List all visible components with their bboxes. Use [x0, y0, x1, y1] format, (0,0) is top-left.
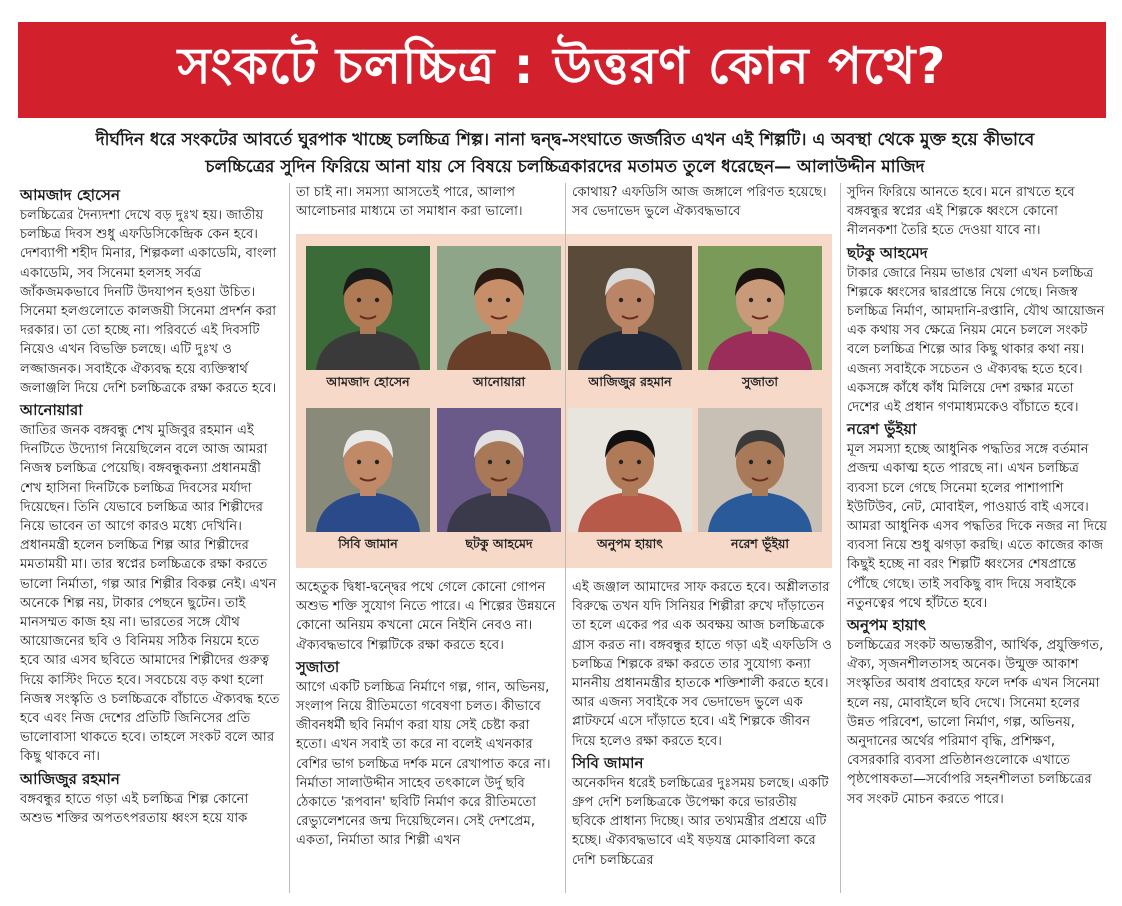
portrait-photo — [306, 408, 430, 532]
portrait-caption: আমজাদ হোসেন — [326, 374, 410, 389]
section-heading: সিবি জামান — [572, 753, 644, 772]
portrait-caption: সিবি জামান — [338, 536, 398, 551]
section-body: অহেতুক দ্বিধা-দ্বন্দ্বের পথে গেলে কোনো গোপন অশুভ শক্তি সুযোগ নিতে পারে। এ শিল্পের উন্নয়নে কোনো অনিয়ম কখনো মেনে নিইনি নেবও না। ঐক্যবদ্ধভাবে শিল্পটিকে রক্ষা করতে হবে। — [296, 580, 556, 653]
section-body: চলচ্চিত্রের দৈন্যদশা দেখে বড় দুঃখ হয়। জাতীয় চলচ্চিত্র দিবস শুধু এফডিসিকেন্দ্রিক কেন হবে। দেশব্যাপী শহীদ মিনার, শিল্পকলা একাডেমি, বাংলা একাডেমি, সব সিনেমা হলসহ সর্বত্র জাঁকজমকভাবে দিনটি উদযাপন হওয়া উচিত। সিনেমা হলগুলোতে কালজয়ী সিনেমা প্রদর্শন করা দরকার। তা তো হচ্ছে না। পরিবর্তে এই দিবসটি নিয়েও এখন বিভক্তি চলছে। এটি দুঃখ ও লজ্জাজনক। সবাইকে ঐক্যবদ্ধ হয়ে ব্যক্তিস্বার্থ জলাঞ্জলি দিয়ে দেশি চলচ্চিত্রকে রক্ষা করতে হবে। — [20, 208, 277, 396]
byline: আলাউদ্দীন মাজিদ — [797, 157, 925, 177]
portrait — [698, 246, 822, 396]
section-heading: ছটকু আহমেদ — [847, 243, 928, 262]
portrait-photo — [698, 246, 822, 370]
portrait — [306, 408, 430, 558]
portrait-photo — [698, 408, 822, 532]
section-body: জাতির জনক বঙ্গবন্ধু শেখ মুজিবুর রহমান এই দিনটিতে উদ্যোগ নিয়েছিলেন বলে আজ আমরা নিজস্ব চলচ্চিত্র পেয়েছি। বঙ্গবন্ধুকন্যা প্রধানমন্ত্রী শেখ হাসিনা দিনটিকে চলচ্চিত্র দিবসের মর্যাদা দিয়েছেন। তিনি যেভাবে চলচ্চিত্র আর শিল্পীদের নিয়ে ভাবেন তা আগে কারও মধ্যে দেখিনি। প্রধানমন্ত্রী হলেন চলচ্চিত্র শিল্প আর শিল্পীদের মমতাময়ী মা। তার স্বপ্নের চলচ্চিত্রকে রক্ষা করতে ভালো নির্মাতা, গল্প আর শিল্পীর বিকল্প নেই। এখন অনেকে শিল্প নয়, টাকার পেছনে ছুটেন। তাই মানসম্মত কাজ হয় না। ভারতের সঙ্গে যৌথ আয়োজনের ছবি ও বিনিময় সঠিক নিয়মে হতে হবে আর এসব ছবিতে আমাদের শিল্পীদের গুরুত্ব দিয়ে কাস্টিং দিতে হবে। সবচেয়ে বড় কথা হলো নিজস্ব সংস্কৃতি ও চলচ্চিত্রকে বাঁচাতে ঐক্যবদ্ধ হতে হবে এবং নিজ দেশের প্রতিটি জিনিসের প্রতি ভালোবাসা থাকতে হবে। তাহলে সংকট বলে আর কিছু থাকবে না। — [20, 423, 280, 765]
section-body: আগে একটি চলচ্চিত্র নির্মাণে গল্প, গান, অভিনয়, সংলাপ নিয়ে রীতিমতো গবেষণা চলত। কীভাবে জীবনধর্মী ছবি নির্মাণ করা যায় সেই চেষ্টা করা হতো। এখন সবাই তা করে না বলেই এখনকার বেশির ভাগ চলচ্চিত্র দর্শক মনে রেখাপাত করে না। নির্মাতা সালাউদ্দীন সাহেব তৎকালে উর্দু ছবি ঠেকাতে 'রূপবান' ছবিটি নির্মাণ করে রীতিমতো রেভ্যুলেশনের জন্ম দিয়েছিলেন। সেই দেশপ্রেম, একতা, নির্মাতা আর শিল্পী এখন — [296, 679, 551, 849]
portrait — [568, 246, 692, 396]
column-2-bottom — [296, 578, 558, 853]
section-body: বঙ্গবন্ধুর হাতে গড়া এই চলচ্চিত্র শিল্প কোনো অশুভ শক্তির অপতৎপরতায় ধ্বংস হয়ে যাক — [20, 791, 249, 826]
section-heading: নরেশ ভুঁইয়া — [847, 420, 917, 439]
portrait-caption: নরেশ ভূঁইয়া — [731, 536, 789, 551]
section-body: কোথায়? এফডিসি আজ জঙ্গালে পরিণত হয়েছে। সব ভেদাভেদ ভুলে ঐক্যবদ্ধভাবে — [572, 185, 827, 220]
column-divider — [289, 183, 290, 893]
intro-line-2-text: চলচ্চিত্রের সুদিন ফিরিয়ে আনা যায় সে বিষয়ে চলচ্চিত্রকারদের মতামত তুলে ধরেছেন— — [205, 157, 792, 177]
column-1 — [20, 183, 282, 830]
section-body: এই জঞ্জাল আমাদের সাফ করতে হবে। অশ্লীলতার বিরুদ্ধে তখন যদি সিনিয়র শিল্পীরা রুখে দাঁড়াতেন তা হলে একের পর এক অবক্ষয় আজ চলচ্চিত্রকে গ্রাস করত না। বঙ্গবন্ধুর হাতে গড়া এই এফডিসি ও চলচ্চিত্র শিল্পকে রক্ষা করতে তার সুযোগ্য কন্যা মাননীয় প্রধানমন্ত্রীর হাতকে শক্তিশালী করতে হবে। আর এজন্য সবাইকে সব ভেদাভেদ ভুলে এক প্লাটফর্মে এসে দাঁড়াতে হবে। এই শিল্পকে জীবন দিয়ে হলেও রক্ষা করতে হবে। — [572, 580, 832, 749]
column-3-top — [572, 183, 834, 223]
portrait — [698, 408, 822, 558]
column-4 — [847, 183, 1109, 811]
portrait-caption: অনুপম হায়াৎ — [597, 536, 663, 551]
portrait — [437, 408, 561, 558]
section-heading: আনোয়ারা — [20, 401, 83, 420]
section-heading: অনুপম হায়াৎ — [847, 616, 927, 635]
section-body: টাকার জোরে নিয়ম ভাঙার খেলা এখন চলচ্চিত্র শিল্পকে ধ্বংসের দ্বারপ্রান্তে নিয়ে গেছে। নিজস্ব চলচ্চিত্র নির্মাণ, আমদানি-রপ্তানি, যৌথ আয়োজন এক কথায় সব ক্ষেত্রে নিয়ম মেনে চললে সংকট বলে চলচ্চিত্র শিল্পে আর কিছু থাকার কথা নয়। এজন্য সবাইকে সচেতন ও ঐক্যবদ্ধ হতে হবে। একসঙ্গে কাঁধে কাঁধ মিলিয়ে দেশ রক্ষার মতো দেশের এই প্রধান গণমাধ্যমকেও বাঁচাতে হবে। — [847, 265, 1105, 416]
column-divider — [565, 183, 566, 893]
portrait-photo — [568, 408, 692, 532]
portrait-photo — [437, 246, 561, 370]
section-body: অনেকদিন ধরেই চলচ্চিত্রের দুঃসময় চলছে। একটি গ্রুপ দেশি চলচ্চিত্রকে উপেক্ষা করে ভারতীয় ছবিকে প্রাধান্য দিচ্ছে। আর তথ্যমন্ত্রীর প্রশ্রয়ে এটি হচ্ছে। ঐক্যবদ্ধভাবে এই ষড়যন্ত্র মোকাবিলা করে দেশি চলচ্চিত্রের — [572, 775, 829, 868]
headline-banner — [18, 22, 1106, 118]
section-heading: আমজাদ হোসেন — [20, 186, 120, 204]
portrait — [306, 246, 430, 396]
section-body: চলচ্চিত্রের সংকট অভ্যন্তরীণ, আর্থিক, প্রযুক্তিগত, ঐক্য, সৃজনশীলতাসহ অনেক। উন্মুক্ত আকাশ সংস্কৃতির অবাধ প্রবাহের ফলে দর্শক এখন সিনেমা হলে নয়, মোবাইলে ছবি দেখে। সিনেমা হলের উন্নত পরিবেশ, ভালো নির্মাণ, গল্প, অভিনয়, অনুদানের অর্থের পরিমাণ বৃদ্ধি, প্রশিক্ষণ, বেসরকারি ব্যবসা প্রতিষ্ঠানগুলোকে এখাতে পৃষ্ঠপোষকতা—সর্বোপরি সহনশীলতা চলচ্চিত্রের সব সংকট মোচন করতে পারে। — [847, 638, 1104, 807]
intro-text — [30, 127, 1100, 181]
section-body: সুদিন ফিরিয়ে আনতে হবে। মনে রাখতে হবে বঙ্গবন্ধুর স্বপ্নের এই শিল্পকে ধ্বংসে কোনো নীলনকশা তৈরি হতে দেওয়া যাবে না। — [847, 185, 1075, 239]
section-heading: সুজাতা — [296, 657, 340, 676]
portrait-caption: ছটকু আহমেদ — [465, 536, 533, 551]
portrait-photo — [306, 246, 430, 370]
portrait-caption: সুজাতা — [741, 374, 779, 389]
portrait — [437, 246, 561, 396]
portrait — [568, 408, 692, 558]
photo-grid — [296, 234, 832, 568]
section-body: তা চাই না। সমস্যা আসতেই পারে, আলাপ আলোচনার মাধ্যমে তা সমাধান করা ভালো। — [296, 185, 523, 220]
section-heading: আজিজুর রহমান — [20, 769, 120, 788]
portrait-caption: আনোয়ারা — [472, 374, 526, 389]
column-3-bottom — [572, 578, 834, 872]
portrait-photo — [568, 246, 692, 370]
column-2-top — [296, 183, 558, 223]
section-body: মূল সমস্যা হচ্ছে আধুনিক পদ্ধতির সঙ্গে বর্তমান প্রজন্ম একাত্ম হতে পারছে না। এখন চলচ্চিত্র ব্যবসা চলে গেছে সিনেমা হলের পাশাপাশি ইউটিউব, নেট, মোবাইল, পাওয়ার্ড বাই এসবে। আমরা আধুনিক এসব পদ্ধতির দিকে নজর না দিয়ে ব্যবসা নিয়ে শুধু ঝগড়া করছি। এতে কাজের কাজ কিছুই হচ্ছে না বরং শিল্পটি ধ্বংসের শেষপ্রান্তে পৌঁছে গেছে। তাই সবকিছু বাদ দিয়ে সবাইকে নতুনত্বের পথে হাঁটতে হবে। — [847, 442, 1108, 611]
headline: সংকটে চলচ্চিত্র : উত্তরণ কোন পথে? — [177, 36, 947, 95]
portrait-photo — [437, 408, 561, 532]
portrait-caption: আজিজুর রহমান — [588, 374, 672, 389]
intro-line-2 — [30, 154, 1100, 181]
column-divider — [840, 183, 841, 893]
intro-line-1: দীর্ঘদিন ধরে সংকটের আবর্তে ঘুরপাক খাচ্ছে চলচ্চিত্র শিল্প। নানা দ্বন্দ্ব-সংঘাতে জর্জরিত এখন এই শিল্পটি। এ অবস্থা থেকে মুক্ত হয়ে কীভাবে — [95, 130, 1035, 150]
